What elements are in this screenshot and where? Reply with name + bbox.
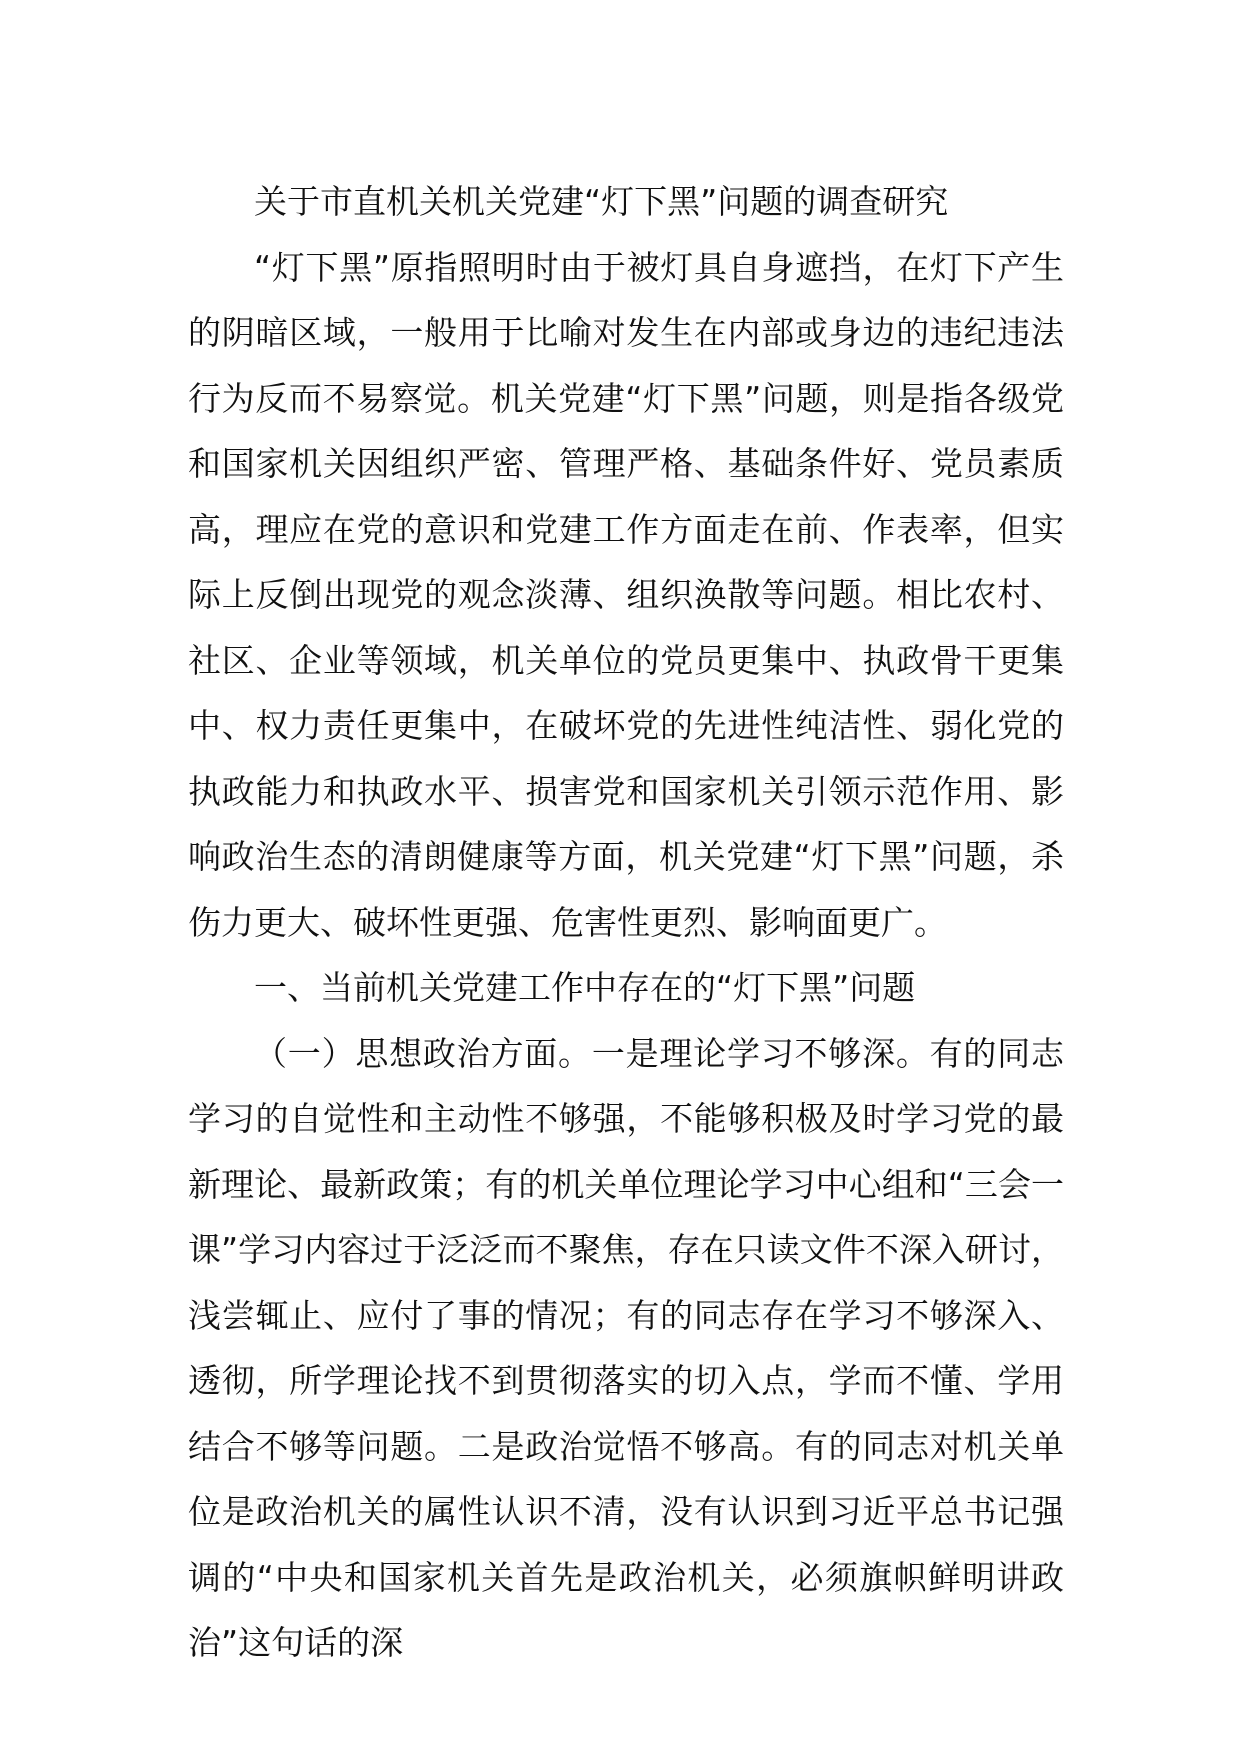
paragraph-intro: “灯下黑”原指照明时由于被灯具自身遮挡，在灯下产生的阴暗区域，一般用于比喻对发生在内部或身边的违纪违法行为反而不易察觉。机关党建“灯下黑”问题，则是指各级党和国家机关因组织严密、管理严格、基础条件好、党员素质高，理应在党的意识和党建工作方面走在前、作表率，但实际上反倒出现党的观念淡薄、组织涣散等问题。相比农村、社区、企业等领域，机关单位的党员更集中、执政骨干更集中、权力责任更集中，在破坏党的先进性纯洁性、弱化党的执政能力和执政水平、损害党和国家机关引领示范作用、影响政治生态的清朗健康等方面，机关党建“灯下黑”问题，杀伤力更大、破坏性更强、危害性更烈、影响面更广。	[188, 247, 1064, 942]
document-title: 关于市直机关机关党建“灯下黑”问题的调查研究	[254, 182, 949, 221]
document-body	[188, 169, 1064, 1676]
section-heading: 一、当前机关党建工作中存在的“灯下黑”问题	[254, 968, 916, 1007]
paragraph-ideology: （一）思想政治方面。一是理论学习不够深。有的同志学习的自觉性和主动性不够强，不能够积极及时学习党的最新理论、最新政策；有的机关单位理论学习中心组和“三会一课”学习内容过于泛泛而不聚焦，存在只读文件不深入研讨，浅尝辄止、应付了事的情况；有的同志存在学习不够深入、透彻，所学理论找不到贯彻落实的切入点，学而不懂、学用结合不够等问题。二是政治觉悟不够高。有的同志对机关单位是政治机关的属性认识不清，没有认识到习近平总书记强调的“中央和国家机关首先是政治机关，必须旗帜鲜明讲政治”这句话的深	[188, 1033, 1064, 1662]
